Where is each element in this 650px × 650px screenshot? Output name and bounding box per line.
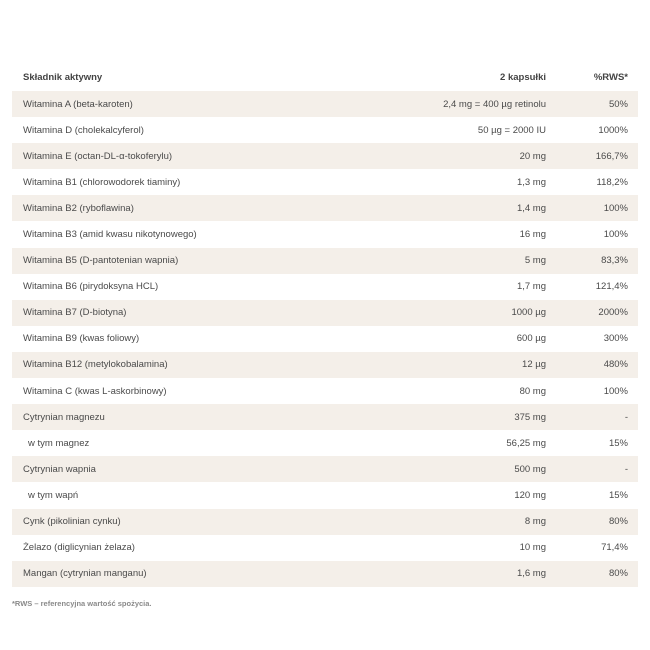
ingredient-cell: Witamina B6 (pirydoksyna HCL): [23, 281, 159, 293]
rws-cell: 480%: [603, 359, 628, 371]
rws-cell: -: [624, 411, 628, 423]
table-row: [12, 169, 638, 195]
rws-cell: 118,2%: [596, 176, 628, 188]
amount-cell: 500 mg: [514, 463, 546, 475]
ingredient-cell: w tym wapń: [28, 489, 79, 501]
amount-cell: 80 mg: [519, 385, 546, 397]
table-row: [12, 300, 638, 326]
amount-cell: 5 mg: [524, 255, 546, 267]
table-row: [12, 378, 638, 404]
table-row: [12, 195, 638, 221]
table-row: [12, 456, 638, 482]
amount-cell: 1000 µg: [511, 307, 546, 319]
amount-cell: 1,4 mg: [516, 202, 546, 214]
table-row: [12, 561, 638, 587]
table-row: [12, 482, 638, 508]
header-ingredient: Składnik aktywny: [23, 72, 103, 83]
ingredient-cell: Witamina B12 (metylokobalamina): [23, 359, 168, 371]
rws-cell: 50%: [608, 98, 628, 110]
amount-cell: 2,4 mg = 400 µg retinolu: [443, 98, 546, 110]
ingredient-cell: w tym magnez: [28, 437, 90, 449]
ingredient-cell: Cynk (pikolinian cynku): [23, 516, 121, 528]
table-row: [12, 404, 638, 430]
ingredient-cell: Witamina B2 (ryboflawina): [23, 202, 134, 214]
table-row: [12, 117, 638, 143]
table-row: [12, 143, 638, 169]
amount-cell: 375 mg: [514, 411, 546, 423]
amount-cell: 56,25 mg: [506, 437, 546, 449]
table-row: [12, 274, 638, 300]
amount-cell: 16 mg: [519, 229, 546, 241]
ingredient-cell: Mangan (cytrynian manganu): [23, 568, 147, 580]
amount-cell: 1,7 mg: [516, 281, 546, 293]
header-amount: 2 kapsułki: [500, 72, 546, 83]
rws-cell: 2000%: [598, 307, 628, 319]
rws-cell: 300%: [603, 333, 628, 345]
ingredient-cell: Cytrynian wapnia: [23, 463, 96, 475]
ingredient-cell: Witamina B1 (chlorowodorek tiaminy): [23, 176, 181, 188]
ingredient-cell: Witamina E (octan-DL-α-tokoferylu): [23, 150, 173, 162]
table-row: [12, 509, 638, 535]
rws-cell: 80%: [608, 568, 628, 580]
ingredient-cell: Cytrynian magnezu: [23, 411, 105, 423]
ingredient-cell: Witamina C (kwas L-askorbinowy): [23, 385, 167, 397]
table-row: [12, 430, 638, 456]
rws-cell: 71,4%: [601, 542, 628, 554]
rws-cell: 100%: [603, 385, 628, 397]
amount-cell: 20 mg: [519, 150, 546, 162]
header-rws: %RWS*: [593, 72, 628, 83]
rws-cell: -: [624, 463, 628, 475]
rws-cell: 15%: [608, 437, 628, 449]
ingredient-cell: Witamina B3 (amid kwasu nikotynowego): [23, 229, 197, 241]
amount-cell: 12 µg: [522, 359, 546, 371]
footnote: *RWS – referencyjna wartość spożycia.: [12, 599, 152, 608]
rws-cell: 1000%: [598, 124, 628, 136]
ingredient-cell: Witamina D (cholekalcyferol): [23, 124, 144, 136]
table-row: [12, 326, 638, 352]
ingredient-cell: Żelazo (diglicynian żelaza): [23, 542, 135, 554]
ingredient-cell: Witamina B7 (D-biotyna): [23, 307, 127, 319]
amount-cell: 8 mg: [524, 516, 546, 528]
rws-cell: 80%: [608, 516, 628, 528]
rws-cell: 100%: [603, 229, 628, 241]
amount-cell: 120 mg: [514, 489, 546, 501]
table-row: [12, 248, 638, 274]
table-header-row: [12, 64, 638, 91]
ingredient-cell: Witamina B5 (D-pantotenian wapnia): [23, 255, 179, 267]
table-body: [12, 91, 638, 587]
rws-cell: 100%: [603, 202, 628, 214]
rws-cell: 83,3%: [601, 255, 628, 267]
amount-cell: 50 µg = 2000 IU: [477, 124, 546, 136]
amount-cell: 1,3 mg: [516, 176, 546, 188]
rws-cell: 15%: [608, 489, 628, 501]
table-row: [12, 535, 638, 561]
amount-cell: 600 µg: [516, 333, 546, 345]
table-row: [12, 352, 638, 378]
amount-cell: 1,6 mg: [516, 568, 546, 580]
nutrition-table: [12, 64, 638, 587]
rws-cell: 166,7%: [595, 150, 628, 162]
amount-cell: 10 mg: [519, 542, 546, 554]
table-row: [12, 91, 638, 117]
ingredient-cell: Witamina A (beta-karoten): [23, 98, 133, 110]
table-row: [12, 221, 638, 247]
rws-cell: 121,4%: [595, 281, 628, 293]
ingredient-cell: Witamina B9 (kwas foliowy): [23, 333, 140, 345]
